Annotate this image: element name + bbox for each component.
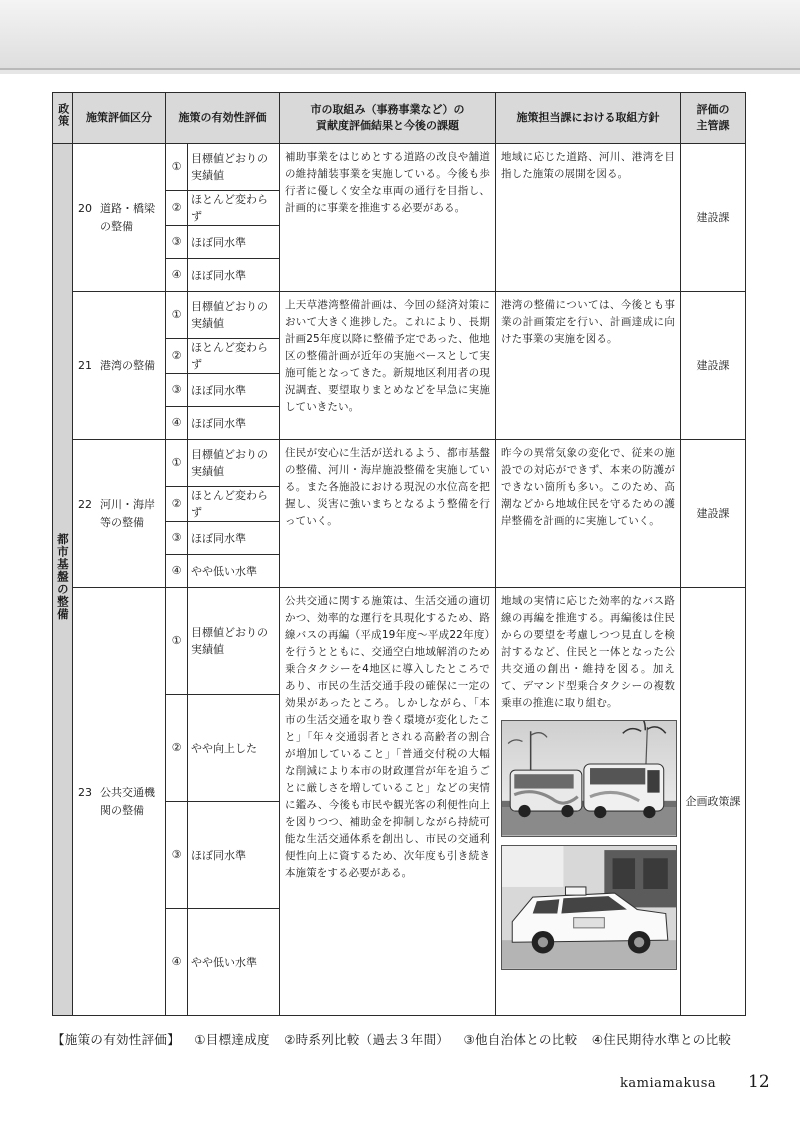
eval-text: やや低い水準 bbox=[188, 555, 280, 588]
eval-text: ほぼ同水準 bbox=[188, 259, 280, 292]
eval-text: 目標値どおりの実績値 bbox=[188, 440, 280, 487]
category-number: 20 bbox=[78, 201, 92, 215]
dept-policy-text: 地域に応じた道路、河川、港湾を目指した施策の展開を図る。 bbox=[496, 144, 681, 292]
city-effort-text: 補助事業をはじめとする道路の改良や舗道の維持舗装事業を実施している。今後も歩行者に優しく安全な車両の通行を目指し、計画的に事業を推進する必要がある。 bbox=[280, 144, 496, 292]
header-category: 施策評価区分 bbox=[73, 93, 166, 144]
eval-text: ほぼ同水準 bbox=[188, 407, 280, 440]
legend-title: 【施策の有効性評価】 bbox=[52, 1032, 181, 1047]
header-city-effort-line2: 貢献度評価結果と今後の課題 bbox=[316, 119, 459, 132]
category-cell bbox=[73, 144, 166, 292]
evaluation-table bbox=[52, 92, 746, 1016]
dept-policy-cell bbox=[496, 588, 681, 1016]
header-effectiveness: 施策の有効性評価 bbox=[166, 93, 280, 144]
header-dept-policy: 施策担当課における取組方針 bbox=[496, 93, 681, 144]
eval-mark: ① bbox=[166, 440, 188, 487]
eval-text: ほとんど変わらず bbox=[188, 487, 280, 522]
eval-mark: ④ bbox=[166, 407, 188, 440]
header-dept-line1: 評価の bbox=[696, 102, 730, 116]
eval-text: やや向上した bbox=[188, 695, 280, 802]
taxi-photo-image bbox=[502, 846, 676, 969]
category-name: 港湾の整備 bbox=[100, 358, 155, 372]
eval-text: ほとんど変わらず bbox=[188, 339, 280, 374]
page-number: 12 bbox=[748, 1072, 770, 1092]
taxi-photo bbox=[501, 845, 677, 970]
city-effort-text: 公共交通に関する施策は、生活交通の適切かつ、効率的な運行を具現化するため、路線バスの再編（平成19年度～平成22年度）を行うとともに、交通空白地域解消のため乗合タクシーを4地区に導入したところであり、市民の生活交通手段の確保に一定の効果があったところ。しかしながら、「本市の生活交通を取り巻く環境が変化したこと」「年々交通弱者とされる高齢者の割合が増加していること」「普通交付税の大幅な削減により本市の財政運営が年を追うごとに厳しさを増していること」などの実情に鑑み、今後も市民や観光客の利便性向上を図りつつ、補助金を抑制しながら持続可能な生活交通体系を創出し、市民の交通利便性向上に資するため、次年度も引き続き本施策をする必要がある。 bbox=[280, 588, 496, 1016]
eval-text: 目標値どおりの実績値 bbox=[188, 144, 280, 191]
legend-item: ②時系列比較（過去３年間） bbox=[284, 1032, 450, 1047]
eval-text: 目標値どおりの実績値 bbox=[188, 292, 280, 339]
table-row bbox=[53, 292, 746, 339]
category-name: 道路・橋梁の整備 bbox=[100, 201, 155, 233]
eval-text: ほぼ同水準 bbox=[188, 522, 280, 555]
category-cell bbox=[73, 588, 166, 1016]
eval-text: やや低い水準 bbox=[188, 909, 280, 1016]
eval-mark: ② bbox=[166, 191, 188, 226]
table-row bbox=[53, 144, 746, 191]
header-city-effort bbox=[280, 93, 496, 144]
eval-mark: ① bbox=[166, 588, 188, 695]
bus-photo-image bbox=[502, 721, 676, 836]
eval-mark: ③ bbox=[166, 522, 188, 555]
category-cell bbox=[73, 440, 166, 588]
header-dept-line2: 主管課 bbox=[696, 119, 730, 132]
legend-item: ①目標達成度 bbox=[194, 1032, 270, 1047]
eval-mark: ④ bbox=[166, 259, 188, 292]
eval-mark: ④ bbox=[166, 555, 188, 588]
table-row bbox=[53, 588, 746, 695]
header-city-effort-line1: 市の取組み（事務事業など）の bbox=[310, 102, 465, 116]
category-number: 23 bbox=[78, 786, 92, 800]
legend bbox=[52, 1030, 752, 1048]
table-row bbox=[53, 440, 746, 487]
dept-name: 建設課 bbox=[681, 292, 746, 440]
eval-mark: ③ bbox=[166, 374, 188, 407]
eval-mark: ② bbox=[166, 487, 188, 522]
footer-brand: kamiamakusa bbox=[620, 1076, 717, 1091]
category-cell bbox=[73, 292, 166, 440]
header-band bbox=[0, 0, 800, 70]
eval-mark: ② bbox=[166, 339, 188, 374]
eval-mark: ① bbox=[166, 292, 188, 339]
bus-photo bbox=[501, 720, 677, 837]
category-number: 22 bbox=[78, 498, 92, 512]
dept-policy-text: 地域の実情に応じた効率的なバス路線の再編を推進する。再編後は住民からの要望を考慮しつつ見直しを検討するなど、住民と一体となった公共交通の創出・維持を図る。加えて、デマンド型乗合タクシーの複数乗車の推進に取り組む。 bbox=[501, 595, 675, 710]
eval-mark: ④ bbox=[166, 909, 188, 1016]
city-effort-text: 上天草港湾整備計画は、今回の経済対策において大きく進捗した。これにより、長期計画25年度以降に整備予定であった、他地区の整備計画が近年の実施ベースとして実施可能となってきた。新規地区利用者の現況調査、要望取りまとめなどを早急に実施していきたい。 bbox=[280, 292, 496, 440]
eval-text: ほぼ同水準 bbox=[188, 226, 280, 259]
policy-label: 都市基盤の整備 bbox=[55, 532, 70, 621]
eval-mark: ② bbox=[166, 695, 188, 802]
eval-text: ほとんど変わらず bbox=[188, 191, 280, 226]
category-name: 河川・海岸等の整備 bbox=[100, 498, 155, 529]
dept-name: 建設課 bbox=[681, 144, 746, 292]
policy-cell bbox=[53, 144, 73, 1016]
table-header-row bbox=[53, 93, 746, 144]
dept-name: 企画政策課 bbox=[681, 588, 746, 1016]
city-effort-text: 住民が安心に生活が送れるよう、都市基盤の整備、河川・海岸施設整備を実施している。また各施設における現況の水位高を把握し、災害に強いまちとなるよう整備を行っていく。 bbox=[280, 440, 496, 588]
dept-name: 建設課 bbox=[681, 440, 746, 588]
header-dept bbox=[681, 93, 746, 144]
dept-policy-text: 昨今の異常気象の変化で、従来の施設での対応ができず、本来の防護ができない箇所も多い。このため、高潮などから地域住民を守るための護岸整備を計画的に実施していく。 bbox=[496, 440, 681, 588]
eval-text: ほぼ同水準 bbox=[188, 374, 280, 407]
legend-item: ③他自治体との比較 bbox=[463, 1032, 578, 1047]
eval-text: ほぼ同水準 bbox=[188, 802, 280, 909]
eval-mark: ③ bbox=[166, 802, 188, 909]
dept-policy-text: 港湾の整備については、今後とも事業の計画策定を行い、計画達成に向けた事業の実施を図る。 bbox=[496, 292, 681, 440]
category-number: 21 bbox=[78, 358, 92, 372]
legend-item: ④住民期待水準との比較 bbox=[591, 1032, 732, 1047]
eval-mark: ① bbox=[166, 144, 188, 191]
eval-mark: ③ bbox=[166, 226, 188, 259]
category-name: 公共交通機関の整備 bbox=[100, 786, 155, 817]
header-policy: 政策 bbox=[53, 93, 73, 144]
eval-text: 目標値どおりの実績値 bbox=[188, 588, 280, 695]
